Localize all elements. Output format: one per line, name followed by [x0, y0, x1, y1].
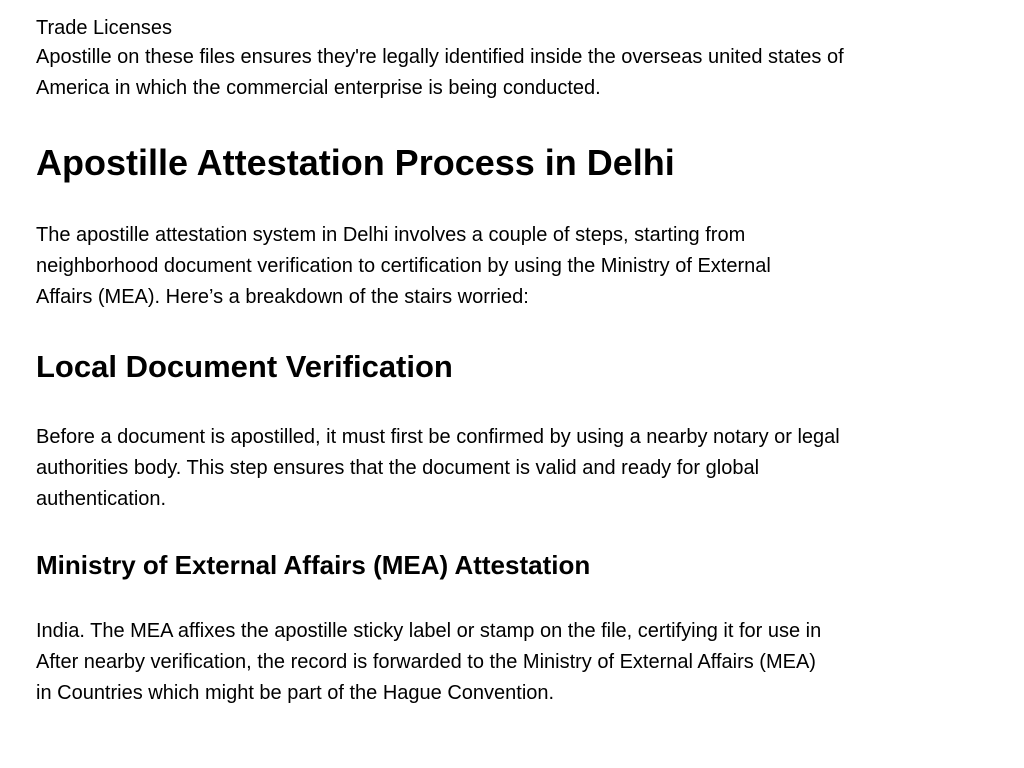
paragraph-line: authorities body. This step ensures that the document is valid and ready for global	[36, 457, 760, 479]
paragraph-line: Before a document is apostilled, it must first be confirmed by using a nearby notary or legal	[36, 426, 840, 448]
trade-licenses-heading: Trade Licenses	[36, 17, 172, 39]
mea-attestation-paragraph	[36, 616, 996, 709]
process-paragraph	[36, 220, 996, 313]
local-verification-paragraph	[36, 422, 996, 515]
paragraph-line: Affairs (MEA). Here’s a breakdown of the stairs worried:	[36, 286, 529, 308]
mea-attestation-title: Ministry of External Affairs (MEA) Attestation	[36, 550, 591, 580]
local-verification-title: Local Document Verification	[36, 349, 453, 384]
paragraph-line: After nearby verification, the record is forwarded to the Ministry of External Affairs (MEA)	[36, 651, 816, 673]
paragraph-line: neighborhood document verification to certification by using the Ministry of External	[36, 255, 771, 277]
paragraph-line: authentication.	[36, 488, 167, 510]
trade-licenses-paragraph	[36, 42, 996, 104]
paragraph-line: Apostille on these files ensures they're legally identified inside the overseas united states of	[36, 46, 844, 68]
process-section-title: Apostille Attestation Process in Delhi	[36, 142, 675, 183]
paragraph-line: The apostille attestation system in Delhi involves a couple of steps, starting from	[36, 224, 746, 246]
paragraph-line: America in which the commercial enterprise is being conducted.	[36, 77, 601, 99]
paragraph-line: in Countries which might be part of the Hague Convention.	[36, 682, 555, 704]
paragraph-line: India. The MEA affixes the apostille sticky label or stamp on the file, certifying it for use in	[36, 620, 822, 642]
